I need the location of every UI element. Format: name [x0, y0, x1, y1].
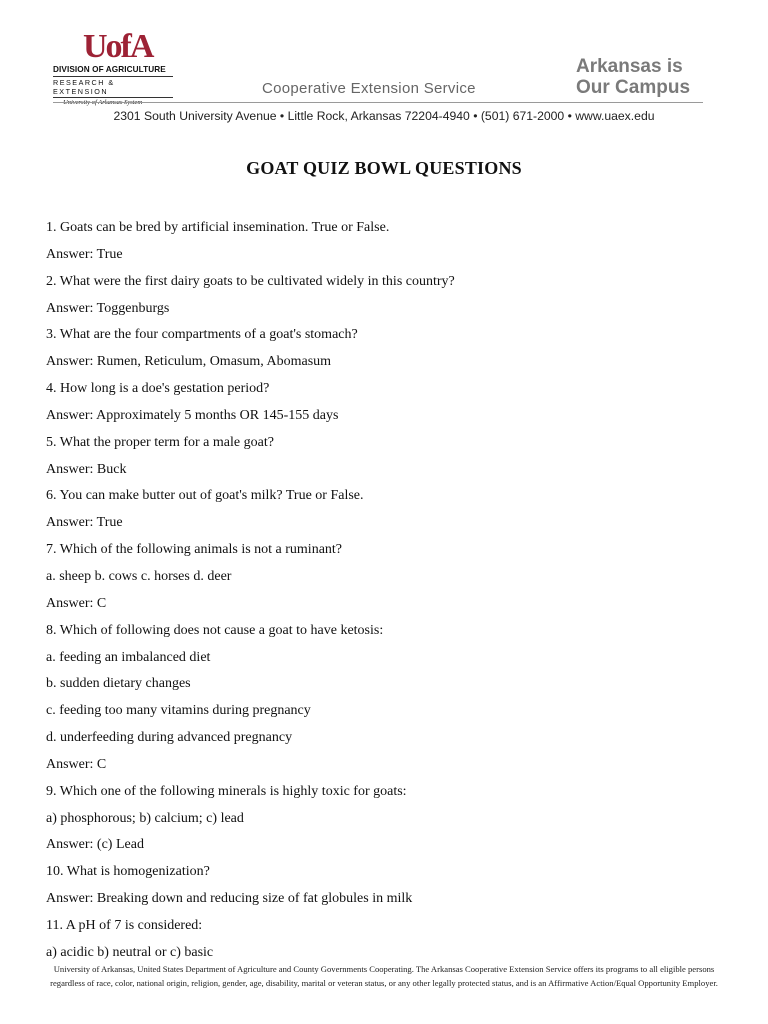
campus-tagline [576, 56, 690, 98]
page-title: GOAT QUIZ BOWL QUESTIONS [246, 158, 522, 178]
footer-line-1: University of Arkansas, United States Department of Agriculture and County Governments Cooperating. The Arkansas Cooperative Extension Service offers its programs to all eligible persons [53, 964, 715, 974]
answer-line: Answer: Approximately 5 months OR 145-155 days [46, 407, 339, 423]
question-line: 4. How long is a doe's gestation period? [46, 381, 270, 397]
question-line: 9. Which one of the following minerals is highly toxic for goats: [46, 783, 407, 799]
option-line: c. feeding too many vitamins during pregnancy [46, 703, 311, 719]
logo-division: DIVISION OF AGRICULTURE [53, 65, 166, 74]
option-line: d. underfeeding during advanced pregnancy [46, 730, 293, 746]
answer-line: Answer: Toggenburgs [46, 300, 170, 316]
answer-line: Answer: C [46, 756, 107, 772]
answer-line: Answer: C [46, 595, 107, 611]
option-line: a) acidic b) neutral or c) basic [46, 944, 214, 960]
header-divider [53, 102, 703, 103]
logo-mark: UofA [83, 28, 153, 65]
question-line: 3. What are the four compartments of a goat's stomach? [46, 327, 358, 343]
answer-line: Answer: Buck [46, 461, 127, 477]
question-line: 2. What were the first dairy goats to be cultivated widely in this country? [46, 273, 455, 289]
campus-line-2: Our Campus [576, 77, 691, 98]
question-line: 1. Goats can be bred by artificial insemination. True or False. [46, 220, 390, 235]
address-line: 2301 South University Avenue • Little Rock, Arkansas 72204-4940 • (501) 671-2000 • www.uaex.edu [113, 109, 655, 123]
university-logo [53, 30, 173, 108]
question-list [46, 218, 726, 970]
question-line: 10. What is homogenization? [46, 864, 210, 880]
option-line: a. sheep b. cows c. horses d. deer [46, 568, 232, 584]
answer-line: Answer: (c) Lead [46, 837, 144, 853]
question-line: 7. Which of the following animals is not a ruminant? [46, 542, 343, 558]
service-name: Cooperative Extension Service [262, 80, 476, 97]
option-line: a) phosphorous; b) calcium; c) lead [46, 810, 244, 826]
question-line: 5. What the proper term for a male goat? [46, 434, 274, 450]
footer-disclaimer [0, 963, 768, 990]
logo-research: RESEARCH & EXTENSION [53, 76, 173, 98]
letterhead [0, 0, 768, 130]
logo-system [53, 98, 173, 108]
campus-line-1: Arkansas is [576, 56, 683, 77]
footer-line-2: regardless of race, color, national origin, religion, gender, age, disability, marital or veteran status, or any other legally protected status, and is an Affirmative Action/Equal Opportunity Employer. [50, 977, 718, 988]
answer-line: Answer: True [46, 515, 123, 531]
option-line: b. sudden dietary changes [46, 676, 191, 692]
question-line: 11. A pH of 7 is considered: [46, 917, 203, 933]
option-line: a. feeding an imbalanced diet [46, 649, 211, 665]
answer-line: Answer: Rumen, Reticulum, Omasum, Abomasum [46, 354, 332, 370]
answer-line: Answer: True [46, 246, 123, 262]
answer-line: Answer: Breaking down and reducing size of fat globules in milk [46, 891, 413, 907]
question-line: 8. Which of following does not cause a goat to have ketosis: [46, 622, 384, 638]
question-line: 6. You can make butter out of goat's milk? True or False. [46, 488, 364, 504]
